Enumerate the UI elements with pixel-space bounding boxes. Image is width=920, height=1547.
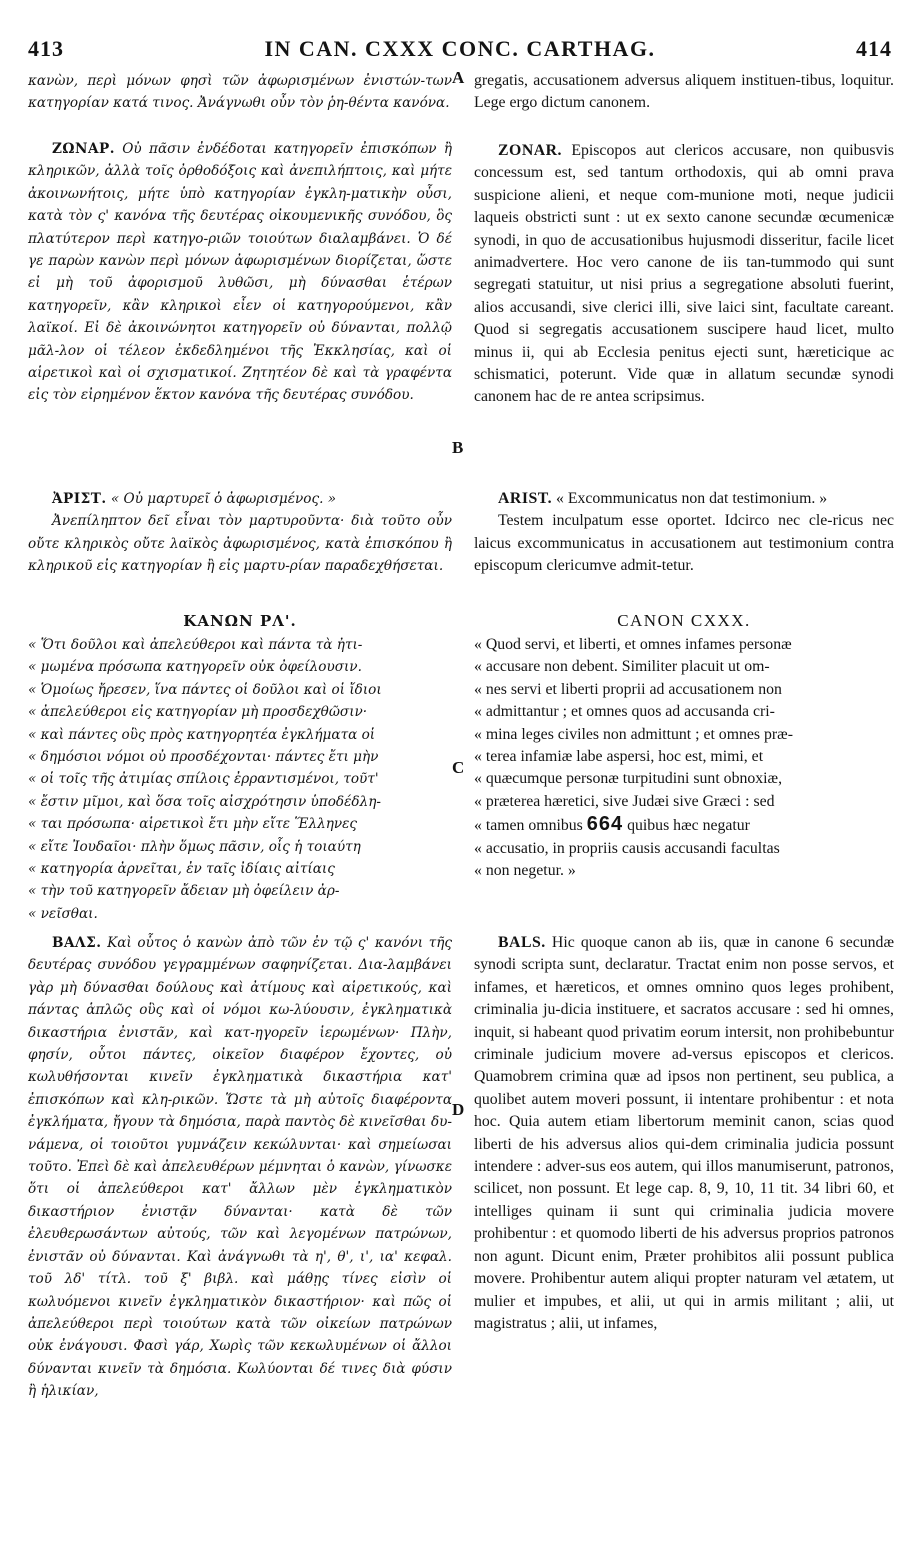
greek-canon-line: « καὶ πάντες οὓς πρὸς κατηγορητέα ἐγκλήματα οἱ [28,726,376,743]
greek-canon-heading [28,610,452,632]
latin-canon-line: « terea infamiæ labe aspersi, hoc est, mimi, et [474,748,764,766]
latin-top-paragraph [474,70,894,115]
latin-canon-line: « mina leges civiles non admittunt ; et omnes præ- [474,725,793,743]
page-number-left: 413 [28,36,64,61]
margin-letter-c: C [452,758,465,777]
greek-zonar-paragraph [28,138,452,407]
greek-canon-line: « οἱ τοῖς τῆς ἀτιμίας σπίλοις ἐρραντισμένοι, τοῦτ' [28,771,379,788]
latin-canon-line: « admittantur ; et omnes quos ad accusanda cri- [474,703,775,721]
greek-canon-line: « ἀπελεύθεροι εἰς κατηγορίαν μὴ προσδεχθῶσιν· [28,704,368,721]
greek-canon-text [28,634,452,925]
latin-zonar-text: Episcopos aut clericos accusare, non quibusvis concessum est, sed tantum orthodoxis, qui ab omni prava suspicione alieni, et neque com-munione moti, neque judicii laqueis obstricti sunt : ut ex sexto canone secundæ œcumenicæ synodi, in quo de accusationibus hujusmodi disseritur, facile licet animadvertere. Hoc vero canone de iis tan-tummodo qui sunt segregati statuitur, ut nisi prius a segregatione absoluti fuerint, alios accusandi, sive clerici illi, sive laici sint, facultate careant. Quod si segregatis accusationem suscipere haud licet, multo minus ii, qui ab Ecclesia penitus ejecti sunt, hæreticique ac schismatici, poterunt. Vide quæ in allatum secundæ synodi canonem hac de re antea scripsimus. [474,142,894,406]
latin-arist-paragraph [474,488,894,578]
greek-canon-line: « τὴν τοῦ κατηγορεῖν ἄδειαν μὴ ὀφείλειν ἀρ- [28,883,340,900]
greek-zonar-text: Οὐ πᾶσιν ἐνδέδοται κατηγορεῖν ἐπισκόπων ἢ κληρικῶν, ἀλλὰ τοῖς ὀρθοδόξοις καὶ ἀνεπιλήπτοις, καὶ μήτε ἀκοινωνήτοις, μήτε ὑπὸ κατηγορίαν ἐγκλη-ματικὴν οὖσι, κατὰ τὸν ς' κανόνα τῆς δευτέρας οἰκουμενικῆς συνόδου, ὃς πλατύτερον περὶ κατηγο-ριῶν τοιούτων διαλαμβάνει. Ὁ δέ γε παρὼν κανὼν περὶ μόνων ἀφωρισμένων διορίζεται, ὥστε εἰ μὴ τοῦ ἀφορισμοῦ λυθῶσι, μὴ δύνασθαι ἑτέρων κατηγορεῖν, κἂν κληρικοὶ εἶεν οἱ κατηγορούμενοι, κἂν λαϊκοί. Εἰ δὲ ἀκοινώνητοι κατηγορεῖν οὐ δύνανται, πολλῷ μᾶλ-λον οἱ τέλεον ἐκδεδλημένοι τῆς Ἐκκλησίας, καὶ οἱ αἱρετικοὶ καὶ οἱ σχισματικοί. Ζητητέον δὲ καὶ τὰ γραφέντα εἰς τὸν εἰρημένον ἕκτον κανόνα τῆς δευτέρας συνόδου. [28,141,453,404]
greek-arist-quote: « Οὐ μαρτυρεῖ ὁ ἀφωρισμένος. » [110,491,337,507]
latin-arist-quote: « Excommunicatus non dat testimonium. » [556,490,828,507]
latin-canon-line: quibus hæc negatur [627,817,750,835]
greek-bals-paragraph [28,932,452,1403]
latin-zonar-paragraph [474,140,894,409]
greek-arist-text: Ἀνεπίληπτον δεῖ εἶναι τὸν μαρτυροῦντα· διὰ τοῦτο οὖν οὔτε κληρικὸς οὔτε λαϊκὸς ἀφωρισμένος, κατὰ ἐπισκόπου ἢ κληρικοῦ εἰς κατηγορίαν ἢ εἰς μαρτυ-ρίαν παραδεχθήσεται. [28,513,452,575]
greek-canon-line: « κατηγορία ἀρνεῖται, ἐν ταῖς ἰδίαις αἰτίαις [28,861,335,878]
latin-canon-line: « accusare non debent. Similiter placuit ut om- [474,658,770,676]
greek-canon-line: « ἔστιν μῖμοι, καὶ ὅσα τοῖς αἰσχρότησιν ὑποδέδλη- [28,793,381,810]
greek-canon-line: « νεῖσθαι. [28,905,98,922]
latin-canon-heading [474,610,894,632]
latin-zonar-label: ZONAR. [498,142,562,159]
latin-canon-line: « accusatio, in propriis causis accusandi facultas [474,839,780,857]
latin-canon-line: « nes servi et liberti proprii ad accusationem non [474,680,782,698]
column-number: 664 [586,813,624,836]
running-title: IN CAN. CXXX CONC. CARTHAG. [264,36,656,61]
greek-canon-line: « Ὅτι δοῦλοι καὶ ἀπελεύθεροι καὶ πάντα τὰ ἠτι- [28,637,363,653]
greek-arist-paragraph [28,488,452,578]
margin-letter-a: A [452,68,465,87]
greek-canon-title: ΚΑΝΩΝ ΡΛ'. [183,612,297,630]
latin-canon-line: « tamen omnibus [474,817,583,835]
latin-canon-line: « Quod servi, et liberti, et omnes infames personæ [474,636,792,653]
margin-letter-b: B [452,438,464,457]
latin-bals-paragraph [474,932,894,1335]
greek-canon-line: « μωμένα πρόσωπα κατηγορεῖν οὐκ ὀφείλουσιν. [28,659,362,676]
latin-bals-text: Hic quoque canon ab iis, quæ in canone 6 secundæ synodi scripta sunt, declaratur. Tractat enim non posse servos, et infames, et hæreticos, et omnes omnino quos leges prohibent, criminalia ju-dicia instituere, et sacratos accusare : sed hi omnes, inquit, si habeant quod privatim eorum intersit, non prohibebuntur criminale judicium movere ad-versus episcopos et clericos. Quamobrem crimina quæ ad ipsos non pertinent, seu publica, a quolibet autem moveri possunt, ii intentare prohibentur : et nota hoc. Quia autem etiam libertorum meminit canon, scias quod liberti de his adversus alios qui-dem criminalia judicia possunt intendere : adver-sus eos autem, qui illos manumiserunt, patronos, scilicet, non possunt. Et lege cap. 8, 9, 10, 11 tit. 34 libri 60, et intelliges quinam ii sunt qui criminalia judicia movere prohibentur : et quomodo liberti de his adversus proprios patronos non agunt. Dicunt enim, Præter prohibitos alii possunt publica movere. Prohibentur autem aliqui propter naturam vel ætatem, ut mulier et impubes, et alii, ut qui in armis militant ; alii, ut magistratus ; alii, ut infames, [474,934,894,1332]
margin-letter-d: D [452,1100,465,1119]
latin-canon-line: « quæcumque personæ turpitudini sunt obnoxiæ, [474,770,783,788]
greek-top-text: κανὼν, περὶ μόνων φησὶ τῶν ἀφωρισμένων ἐνιστών-των κατηγορίαν κατά τινος. Ἀνάγνωθι οὖν τὸν ῥη-θέντα κανόνα. [28,73,452,112]
page-number-right: 414 [856,36,892,61]
latin-canon-line-with-number [474,813,894,837]
greek-bals-label: ΒΑΛΣ. [52,935,102,951]
latin-arist-text: Testem inculpatum esse oportet. Idcirco nec cle-ricus nec laicus excommunicatus in accusationem aut testimonium contra episcopum clericumve admit-tetur. [474,512,894,575]
greek-canon-line: « ται πρόσωπα· αἱρετικοὶ ἔτι μὴν εἴτε Ἕλληνες [28,816,358,833]
running-header [28,36,892,66]
greek-zonar-label: ΖΩΝΑΡ. [52,141,115,157]
greek-bals-text: Καὶ οὗτος ὁ κανὼν ἀπὸ τῶν ἐν τῷ ς' κανόνι τῆς δευτέρας συνόδου γεγραμμένων σαφηνίζεται. Δια-λαμβάνει γὰρ μὴ δύνασθαι δούλους καὶ ἀτίμους καὶ αἱρετικούς, καὶ πάντας ἁπλῶς οὓς καὶ οἱ νόμοι κω-λύουσιν, ἐγκληματικὰ δικαστήρια ἐνιστᾶν, καὶ κατ-ηγορεῖν ἱερωμένων· Πλὴν, φησίν, οὗτοι πάντες, οἰκεῖον διαφέρον ἔχοντες, οὐ κωλυθήσονται κινεῖν ἐγκληματικὰ δικαστήρια κατ' ἐπισκόπων καὶ κλη-ρικῶν. Ὥστε τὰ μὴ αὐτοῖς διαφέροντα ἐγκλήματα, ἤγουν τὰ δημόσια, παρὰ παντὸς δὲ κινεῖσθαι δυ-νάμενα, οἱ τοιοῦτοι γυμνάζειν κεκώλυνται· καὶ σημείωσαι τοῦτο. Ἐπεὶ δὲ καὶ ἀπελευθέρων μέμνηται ὁ κανὼν, γίνωσκε ὅτι οἱ ἀπελεύθεροι κατ' ἄλλων μὲν ἐγκληματικὸν δικαστήριον ἐνιστᾷν δύνανται· κατὰ δὲ τῶν ἐλευθερωσάντων αὐτούς, τῶν καὶ λεγομένων πατρώνων, ἐνιστᾶν οὐ δύνανται. Καὶ ἀνάγνωθι τὰ η', θ', ι', ια' κεφαλ. τοῦ λδ' τίτλ. τοῦ ξ' βιβλ. καὶ μάθῃς τίνες εἰσὶν οἱ κωλυόμενοι κινεῖν ἐγκληματικὸν δικαστήριον· καὶ πῶς οἱ ἀπελεύθεροι περὶ τοιούτων κατὰ τῶν οἰκείων πατρώνων οὐκ ἐνάγουσι. Φασὶ γάρ, Χωρὶς τῶν κεκωλυμένων οἱ ἄλλοι δύνανται κινεῖν τὰ δημόσια. Κωλύονται δέ τινες διὰ φύσιν ἢ ἡλικίαν, [28,935,452,1400]
greek-top-paragraph [28,70,452,115]
latin-canon-line: « non negetur. » [474,862,576,880]
greek-canon-line: « εἴτε Ἰουδαῖοι· πλὴν ὅμως πᾶσιν, οἷς ἡ τοιαύτη [28,838,361,855]
greek-arist-label: ἈΡΙΣΤ. [52,491,107,507]
latin-top-text: gregatis, accusationem adversus aliquem instituen-tibus, loquitur. Lege ergo dictum canonem. [474,72,894,112]
latin-bals-label: BALS. [498,934,546,951]
latin-canon-title: CANON CXXX. [617,611,751,630]
greek-canon-line: « δημόσιοι νόμοι οὐ προσδέχονται· πάντες ἔτι μὴν [28,749,379,766]
latin-canon-text [474,634,894,882]
greek-canon-line: « Ὁμοίως ἤρεσεν, ἵνα πάντες οἱ δοῦλοι καὶ οἱ ἴδιοι [28,681,382,698]
latin-canon-line: « præterea hæretici, sive Judæi sive Græci : sed [474,792,775,810]
latin-arist-label: ARIST. [498,490,553,507]
